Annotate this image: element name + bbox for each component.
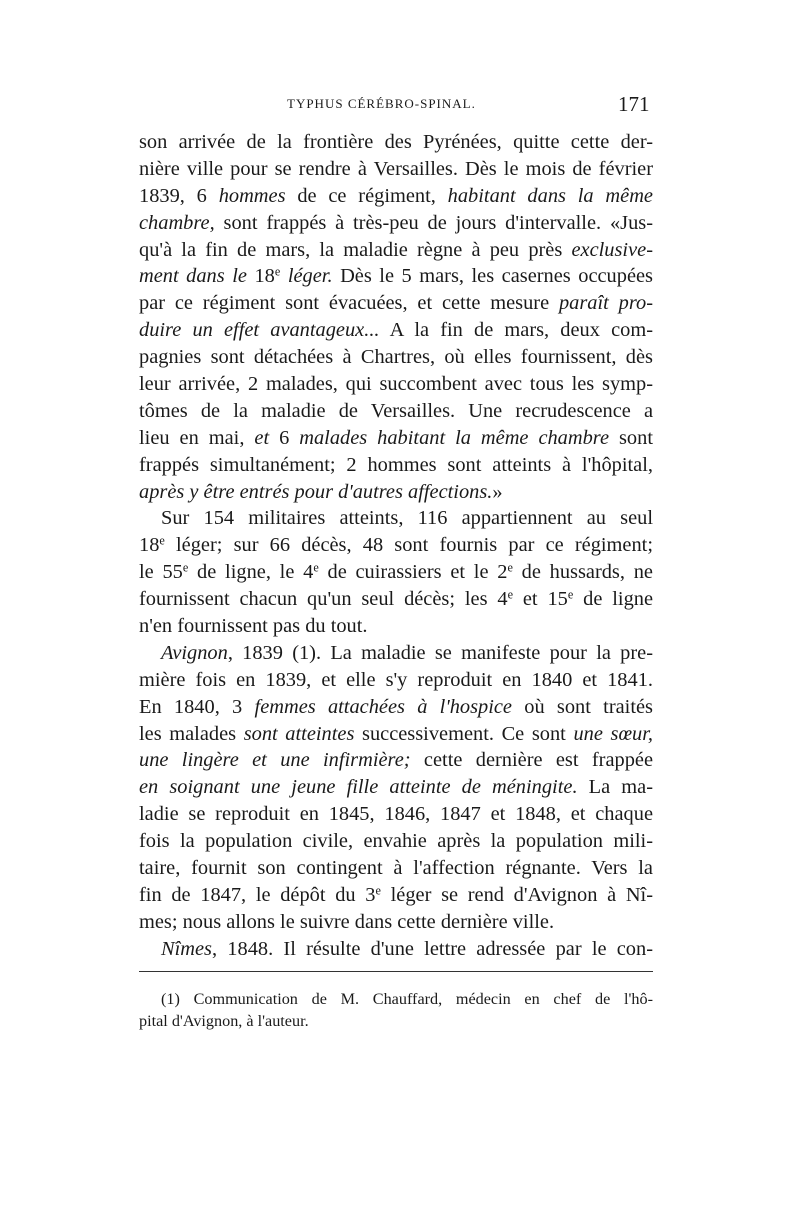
text-line — [139, 828, 653, 855]
text-run: fournissent chacun qu'un seul décès; les 4 — [139, 588, 508, 611]
italic-text: duire un effet avantageux... — [139, 319, 380, 342]
text-run: successivement. Ce sont — [354, 722, 574, 745]
italic-text: exclusive- — [571, 238, 653, 261]
text-run: taire, fournit son contingent à l'affection régnante. Vers la — [139, 857, 653, 880]
text-run: fin de 1847, le dépôt du 3 — [139, 883, 376, 906]
superscript: e — [507, 587, 514, 602]
italic-text: chambre, — [139, 211, 215, 234]
text-run: » — [492, 480, 503, 503]
text-run: (1) Communication de M. Chauffard, médecin en chef de l'hô- — [161, 990, 653, 1008]
text-line — [139, 532, 653, 559]
italic-text: malades habitant la même chambre — [299, 426, 610, 449]
text-line — [139, 452, 653, 479]
text-line — [139, 613, 653, 640]
text-run: sont frappés à très-peu de jours d'intervalle. «Jus- — [214, 211, 653, 234]
text-run: qu'à la fin de mars, la maladie règne à peu près — [139, 238, 572, 261]
text-run: sont — [609, 426, 653, 449]
text-line — [139, 371, 653, 398]
text-run: n'en fournissent pas du tout. — [139, 615, 368, 638]
text-run: 6 — [269, 426, 300, 449]
superscript: e — [313, 560, 319, 575]
footnotes — [139, 988, 653, 1032]
text-run: leur arrivée, 2 malades, qui succombent avec tous les symp- — [139, 373, 653, 396]
footnote-line — [139, 988, 653, 1010]
text-run: Dès le 5 mars, les casernes occupées — [332, 265, 653, 288]
text-run: , 1839 (1). La maladie se manifeste pour la pre- — [227, 641, 653, 664]
text-line — [139, 640, 653, 667]
italic-text: une lingère et une infirmière; — [139, 749, 411, 772]
italic-text: et — [254, 426, 270, 449]
italic-text: hommes — [218, 184, 286, 207]
superscript: e — [159, 533, 165, 548]
superscript: e — [567, 587, 574, 602]
text-line — [139, 909, 653, 936]
text-run: de hussards, ne — [512, 561, 653, 584]
text-line — [139, 747, 653, 774]
text-run: Sur 154 militaires atteints, 116 appartiennent au seul — [161, 507, 653, 530]
text-line — [139, 667, 653, 694]
text-line — [139, 936, 653, 963]
text-run: léger; sur 66 décès, 48 sont fournis par ce régiment; — [164, 534, 653, 557]
text-run: et 15 — [513, 588, 568, 611]
superscript: e — [375, 883, 381, 898]
text-run: pital d'Avignon, à l'auteur. — [139, 1012, 309, 1030]
text-line — [139, 801, 653, 828]
text-run: de ligne — [573, 588, 654, 611]
text-run: de cuirassiers et le 2 — [318, 561, 508, 584]
text-run: 18 — [246, 265, 275, 288]
text-line — [139, 398, 653, 425]
text-run: son arrivée de la frontière des Pyrénées, quitte cette der- — [139, 131, 653, 153]
page-number: 171 — [618, 92, 650, 116]
text-run: La ma- — [577, 776, 653, 799]
text-line — [139, 721, 653, 748]
text-run: pagnies sont détachées à Chartres, où elles fournissent, dès — [139, 346, 653, 369]
text-run: par ce régiment sont évacuées, et cette mesure — [139, 292, 559, 315]
text-line — [139, 210, 653, 237]
superscript: e — [507, 560, 513, 575]
superscript: e — [182, 560, 189, 575]
text-run: léger se rend d'Avignon à Nî- — [380, 883, 653, 906]
text-line — [139, 263, 653, 290]
italic-text: sont atteintes — [243, 722, 355, 745]
italic-text: léger. — [287, 265, 333, 288]
superscript: e — [274, 264, 281, 279]
italic-text: ment dans le — [139, 265, 247, 288]
text-run: où sont traités — [512, 695, 653, 718]
text-run: 1839, 6 — [139, 184, 219, 207]
text-line — [139, 156, 653, 183]
text-run: En 1840, 3 — [139, 695, 255, 718]
text-line — [139, 183, 653, 210]
text-run: ladie se reproduit en 1845, 1846, 1847 et 1848, et chaque — [139, 803, 653, 826]
text-run: de ce régiment, — [285, 184, 448, 207]
footnote-line — [139, 1010, 653, 1032]
text-line — [139, 129, 653, 156]
italic-text: Avignon — [161, 641, 228, 664]
text-run: mière fois en 1839, et elle s'y reproduit en 1840 et 1841. — [139, 668, 653, 691]
italic-text: Nîmes — [161, 937, 212, 960]
text-run: nière ville pour se rendre à Versailles. Dès le mois de février — [139, 157, 653, 180]
italic-text: en soignant une jeune fille atteinte de méningite. — [139, 776, 578, 799]
text-line — [139, 479, 653, 506]
text-line — [139, 694, 653, 721]
text-line — [139, 237, 653, 264]
text-run — [280, 265, 288, 287]
text-line — [139, 290, 653, 317]
text-run: les malades — [139, 722, 244, 745]
text-run: lieu en mai, — [139, 426, 255, 449]
text-run: fois la population civile, envahie après la population mili- — [139, 830, 653, 853]
italic-text: habitant dans la même — [447, 184, 653, 207]
italic-text: femmes attachées à l'hospice — [254, 695, 512, 718]
text-run: mes; nous allons le suivre dans cette dernière ville. — [139, 910, 555, 933]
running-title: TYPHUS CÉRÉBRO-SPINAL. — [287, 96, 476, 111]
text-run: , 1848. Il résulte d'une lettre adressée par le con- — [211, 937, 653, 960]
text-line — [139, 344, 653, 371]
text-run: cette dernière est frappée — [410, 749, 654, 772]
body-text — [139, 129, 653, 963]
running-head — [0, 94, 800, 124]
text-line — [139, 882, 653, 909]
text-run: tômes de la maladie de Versailles. Une recrudescence a — [139, 399, 653, 422]
text-line — [139, 855, 653, 882]
italic-text: une sœur, — [573, 722, 654, 745]
text-line — [139, 317, 653, 344]
text-line — [139, 586, 653, 613]
text-run: de ligne, le 4 — [188, 561, 314, 584]
text-line — [139, 559, 653, 586]
footnote-rule — [139, 971, 653, 972]
italic-text: paraît pro- — [558, 292, 654, 315]
text-run: le 55 — [139, 561, 183, 584]
text-line — [139, 505, 653, 532]
text-run: 18 — [139, 534, 160, 557]
text-run: frappés simultanément; 2 hommes sont atteints à l'hôpital, — [139, 453, 653, 476]
text-line — [139, 774, 653, 801]
text-line — [139, 425, 653, 452]
italic-text: après y être entrés pour d'autres affections. — [139, 480, 493, 503]
text-run: A la fin de mars, deux com- — [379, 319, 653, 342]
